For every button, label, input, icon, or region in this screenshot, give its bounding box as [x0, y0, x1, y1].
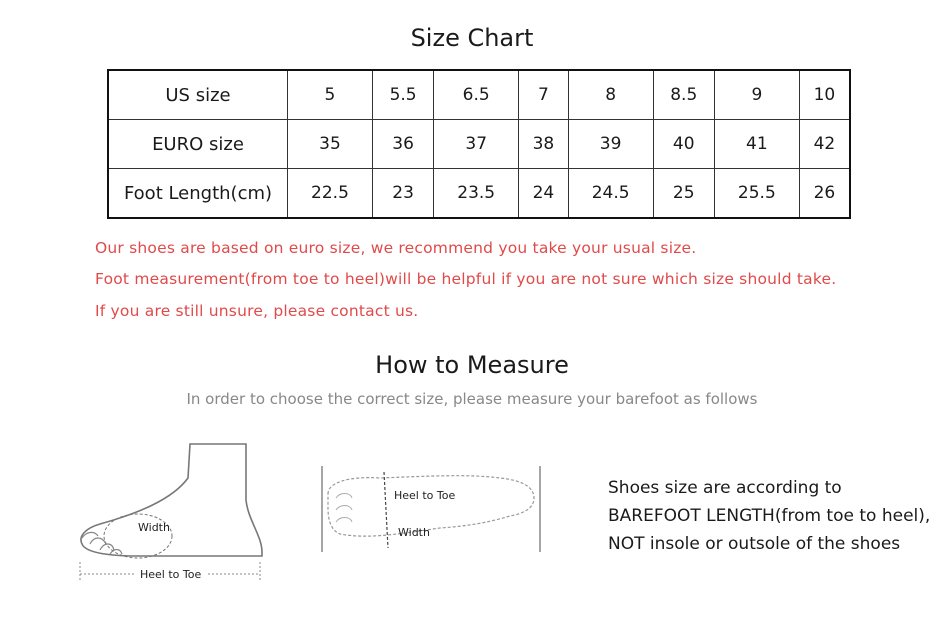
side-heel-to-toe-label: Heel to Toe — [140, 568, 202, 581]
width-measure-line — [384, 472, 388, 548]
note-euro-size: Our shoes are based on euro size, we recommend you take your usual size. — [95, 239, 697, 257]
table-cell: 24 — [519, 169, 568, 219]
foot-top-outline — [328, 476, 534, 536]
foot-top-view-illustration — [320, 464, 546, 554]
top-heel-to-toe-label: Heel to Toe — [394, 489, 456, 502]
table-cell: 38 — [519, 120, 568, 169]
foot-side-view-illustration — [76, 440, 268, 590]
table-cell: 5 — [288, 70, 373, 120]
measure-description — [608, 474, 930, 558]
table-cell: 7 — [519, 70, 568, 120]
note-contact-us: If you are still unsure, please contact us. — [95, 302, 419, 320]
foot-side-outline — [81, 444, 262, 556]
table-cell: 36 — [372, 120, 433, 169]
table-cell: 23.5 — [434, 169, 519, 219]
table-cell: 37 — [434, 120, 519, 169]
table-cell: 40 — [653, 120, 714, 169]
table-row-foot-length — [108, 169, 850, 219]
table-row-us — [108, 70, 850, 120]
description-line: BAREFOOT LENGTH(from toe to heel), — [608, 506, 931, 526]
description-line: NOT insole or outsole of the shoes — [608, 534, 901, 554]
top-width-label: Width — [398, 526, 430, 539]
how-to-measure-subtitle: In order to choose the correct size, please measure your barefoot as follows — [186, 390, 758, 408]
description-line: Shoes size are according to — [608, 478, 842, 498]
table-cell: 24.5 — [568, 169, 653, 219]
note-foot-measurement: Foot measurement(from toe to heel)will be helpful if you are not sure which size should take. — [95, 270, 837, 288]
table-cell: 22.5 — [288, 169, 373, 219]
size-chart-title: Size Chart — [410, 24, 534, 52]
table-cell: 9 — [714, 70, 799, 120]
table-cell: 8.5 — [653, 70, 714, 120]
table-cell: 5.5 — [372, 70, 433, 120]
table-cell: 26 — [799, 169, 850, 219]
toes-outline — [82, 532, 122, 554]
how-to-measure-title: How to Measure — [375, 351, 569, 379]
table-cell: 42 — [799, 120, 850, 169]
row-header-us: US size — [108, 70, 288, 120]
table-cell: 6.5 — [434, 70, 519, 120]
table-cell: 10 — [799, 70, 850, 120]
size-chart-table — [107, 69, 851, 219]
table-cell: 41 — [714, 120, 799, 169]
table-cell: 39 — [568, 120, 653, 169]
table-cell: 23 — [372, 169, 433, 219]
table-cell: 35 — [288, 120, 373, 169]
row-header-euro: EURO size — [108, 120, 288, 169]
toes-top-outline — [336, 494, 352, 523]
table-cell: 25 — [653, 169, 714, 219]
table-cell: 8 — [568, 70, 653, 120]
table-row-euro — [108, 120, 850, 169]
side-width-label: Width — [138, 521, 170, 534]
row-header-foot-length: Foot Length(cm) — [108, 169, 288, 219]
table-cell: 25.5 — [714, 169, 799, 219]
